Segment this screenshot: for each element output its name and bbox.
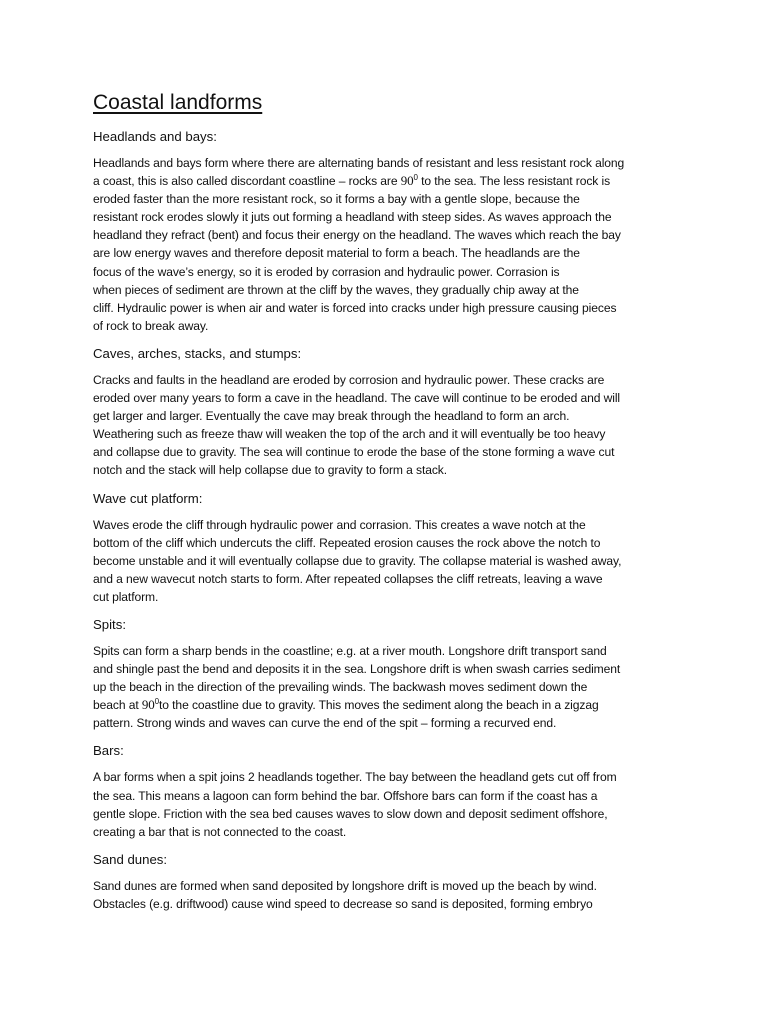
paragraph-line: the sea. This means a lagoon can form behind the bar. Offshore bars can form if the coast has a <box>93 788 598 803</box>
degree-superscript: 0 <box>413 173 418 183</box>
paragraph-line: Waves erode the cliff through hydraulic power and corrasion. This creates a wave notch at the <box>93 517 586 532</box>
section-paragraph <box>93 371 678 480</box>
page-title: Coastal landforms <box>93 91 263 114</box>
document-body <box>93 128 678 913</box>
paragraph-line: of rock to break away. <box>93 318 209 333</box>
paragraph-line: gentle slope. Friction with the sea bed causes waves to slow down and deposit sediment offshore, <box>93 806 608 821</box>
paragraph-line: and collapse due to gravity. The sea will continue to erode the base of the stone forming a wave cut <box>93 445 615 460</box>
paragraph-line: get larger and larger. Eventually the cave may break through the headland to form an arch. <box>93 409 570 424</box>
section-heading: Sand dunes: <box>93 851 168 867</box>
paragraph-line: A bar forms when a spit joins 2 headlands together. The bay between the headland gets cut off from <box>93 770 617 785</box>
paragraph-line: eroded over many years to form a cave in the headland. The cave will continue to be eroded and will <box>93 391 621 406</box>
paragraph-line: cut platform. <box>93 589 159 604</box>
degree-value: 90 <box>141 697 155 713</box>
degree-superscript: 0 <box>154 697 160 707</box>
paragraph-line: Weathering such as freeze thaw will weaken the top of the arch and it will eventually be too heavy <box>93 427 606 442</box>
paragraph-line: eroded faster than the more resistant rock, so it forms a bay with a gentle slope, because the <box>93 192 580 207</box>
document-page <box>93 88 678 923</box>
section-heading: Headlands and bays: <box>93 129 217 144</box>
paragraph-line: headland they refract (bent) and focus their energy on the headland. The waves which reach the bay <box>93 228 621 243</box>
paragraph-line: Cracks and faults in the headland are eroded by corrosion and hydraulic power. These cracks are <box>93 372 605 387</box>
section-paragraph <box>93 516 678 606</box>
paragraph-line <box>93 696 678 714</box>
section-paragraph <box>93 154 678 335</box>
section-heading: Spits: <box>93 616 126 632</box>
paragraph-line: are low energy waves and therefore deposit material to form a beach. The headlands are the <box>93 246 580 261</box>
section-paragraph <box>93 642 678 732</box>
paragraph-line: Headlands and bays form where there are alternating bands of resistant and less resistant rock along <box>93 156 625 170</box>
section-paragraph <box>93 877 678 913</box>
section-heading: Bars: <box>93 743 124 759</box>
section-paragraph <box>93 768 678 840</box>
paragraph-line: bottom of the cliff which undercuts the cliff. Repeated erosion causes the rock above the notch to <box>93 535 601 550</box>
paragraph-line: up the beach in the direction of the prevailing winds. The backwash moves sediment down the <box>93 680 588 695</box>
paragraph-line: when pieces of sediment are thrown at the cliff by the waves, they gradually chip away at the <box>93 282 579 297</box>
line-text: to the sea. The less resistant rock is <box>417 174 611 189</box>
section-heading: Wave cut platform: <box>93 490 203 506</box>
paragraph-line: pattern. Strong winds and waves can curve the end of the spit – forming a recurved end. <box>93 716 557 731</box>
paragraph-line: become unstable and it will eventually collapse due to gravity. The collapse material is washed away, <box>93 553 622 568</box>
paragraph-line <box>93 172 678 190</box>
line-text: to the coastline due to gravity. This moves the sediment along the beach in a zigzag <box>159 698 599 713</box>
section-heading: Caves, arches, stacks, and stumps: <box>93 345 302 361</box>
paragraph-line: Spits can form a sharp bends in the coastline; e.g. at a river mouth. Longshore drift transport sand <box>93 643 607 658</box>
paragraph-line: Obstacles (e.g. driftwood) cause wind speed to decrease so sand is deposited, forming embryo <box>93 896 593 911</box>
paragraph-line: and shingle past the bend and deposits it in the sea. Longshore drift is when swash carries sediment <box>93 662 621 677</box>
paragraph-line: creating a bar that is not connected to the coast. <box>93 824 347 839</box>
paragraph-line: notch and the stack will help collapse due to gravity to form a stack. <box>93 463 447 478</box>
paragraph-line: and a new wavecut notch starts to form. After repeated collapses the cliff retreats, leaving a wave <box>93 571 603 586</box>
degree-value: 90 <box>400 173 414 189</box>
line-text: beach at <box>93 698 142 713</box>
line-text: a coast, this is also called discordant coastline – rocks are <box>93 174 401 189</box>
paragraph-line: focus of the wave’s energy, so it is eroded by corrasion and hydraulic power. Corrasion is <box>93 264 560 279</box>
paragraph-line: cliff. Hydraulic power is when air and water is forced into cracks under high pressure causing pieces <box>93 300 617 315</box>
paragraph-line: resistant rock erodes slowly it juts out forming a headland with steep sides. As waves approach the <box>93 210 612 225</box>
paragraph-line: Sand dunes are formed when sand deposited by longshore drift is moved up the beach by wind. <box>93 878 597 893</box>
